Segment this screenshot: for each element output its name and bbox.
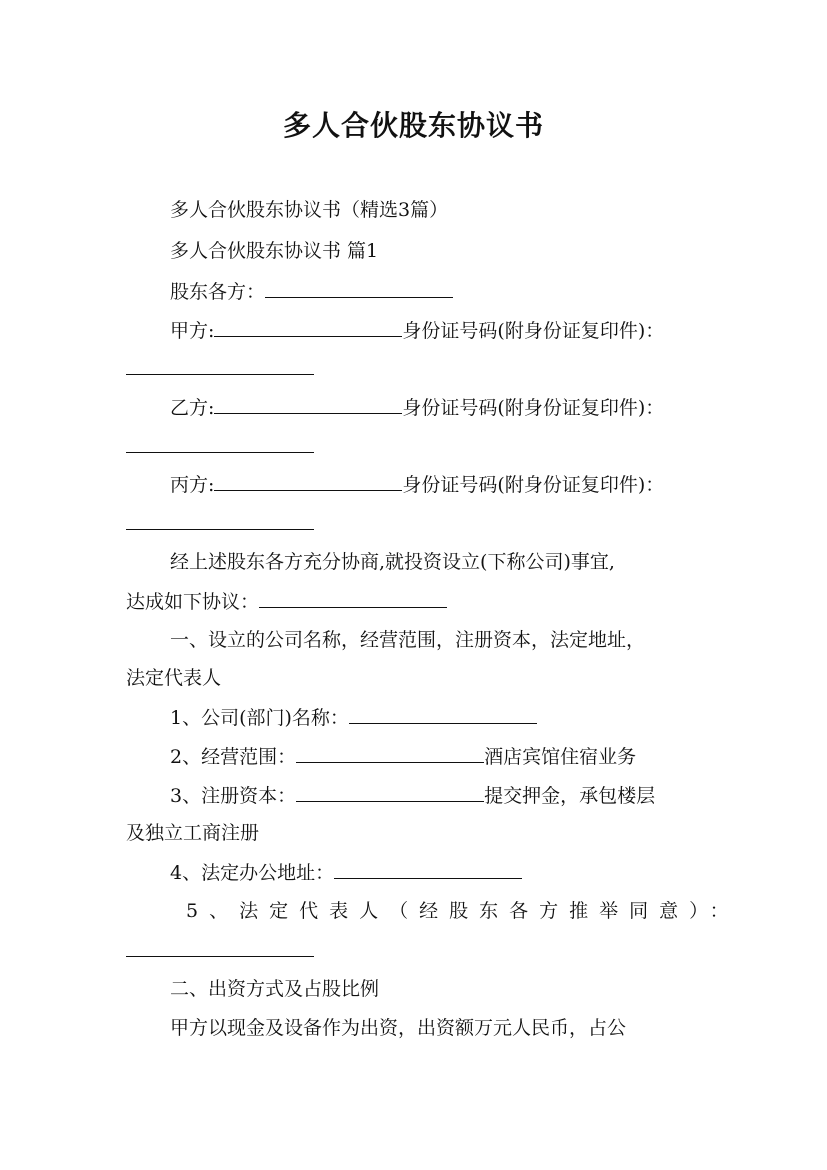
blank-field — [265, 279, 453, 298]
clause-heading: 一、设立的公司名称，经营范围，注册资本，法定地址， — [170, 629, 646, 651]
legal-rep-blank — [126, 938, 314, 963]
blank-field — [214, 395, 402, 414]
paragraph-line: 达成如下协议： — [126, 589, 447, 614]
blank-field — [126, 511, 314, 530]
party-a-line: 甲方: 身份证号码(附身份证复印件)： — [170, 320, 665, 342]
clause-two-heading: 二、出资方式及占股比例 — [170, 978, 380, 1000]
party-c-line: 丙方: 身份证号码(附身份证复印件)： — [170, 474, 665, 496]
item-company-name: 1、公司(部门)名称： — [170, 705, 537, 730]
party-a-id-blank — [126, 356, 314, 381]
item-registered-capital: 3、注册资本： 提交押金，承包楼层 — [170, 785, 656, 807]
blank-field — [214, 318, 402, 337]
paragraph-line: 经上述股东各方充分协商,就投资设立(下称公司)事宜, — [170, 551, 615, 573]
blank-field — [296, 783, 484, 802]
blank-field — [126, 434, 314, 453]
paragraph-line: 甲方以现金及设备作为出资，出资额万元人民币，占公 — [170, 1017, 627, 1039]
blank-field — [126, 356, 314, 375]
subtitle-line: 多人合伙股东协议书（精选3篇） — [170, 199, 449, 221]
blank-field — [349, 705, 537, 724]
party-c-id-blank — [126, 511, 314, 536]
party-b-id-blank — [126, 434, 314, 459]
blank-field — [334, 860, 522, 879]
section-heading: 多人合伙股东协议书 篇1 — [170, 240, 379, 262]
item-office-address: 4、法定办公地址： — [170, 860, 522, 885]
blank-field — [214, 472, 402, 491]
shareholders-line: 股东各方： — [170, 279, 453, 304]
blank-field — [296, 744, 484, 763]
item-business-scope: 2、经营范围： 酒店宾馆住宿业务 — [170, 746, 637, 768]
blank-field — [126, 938, 314, 957]
item-legal-rep: 5、法定代表人（经股东各方推举同意）： — [186, 900, 740, 922]
item-registered-capital-cont: 及独立工商注册 — [126, 822, 260, 844]
party-b-line: 乙方: 身份证号码(附身份证复印件)： — [170, 397, 665, 419]
document-title: 多人合伙股东协议书 — [282, 109, 544, 142]
clause-heading-cont: 法定代表人 — [126, 667, 222, 689]
blank-field — [259, 589, 447, 608]
